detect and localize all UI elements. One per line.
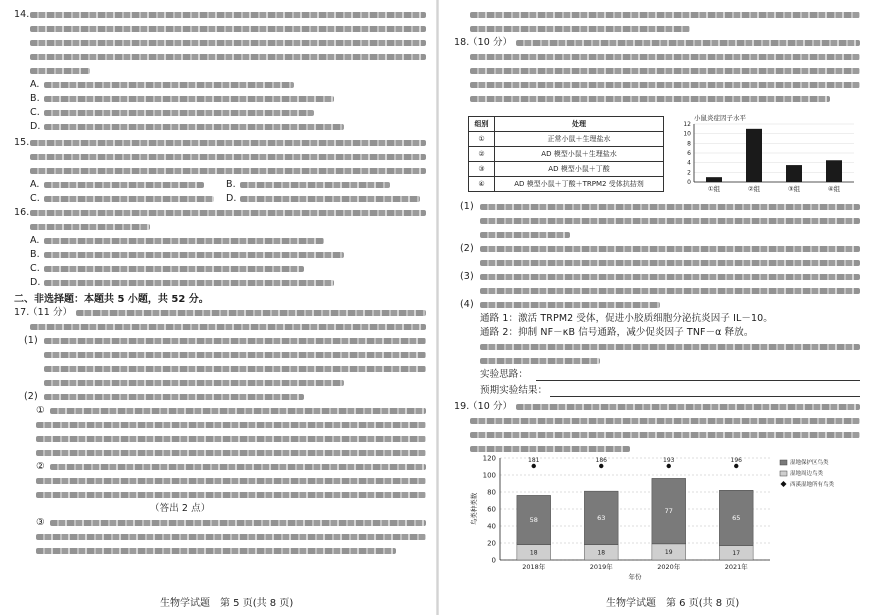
- x-tick-label: ②组: [747, 185, 761, 193]
- q17-part-2-text: [44, 394, 304, 400]
- data-label: 19: [664, 548, 673, 556]
- y-tick-label: 20: [487, 539, 496, 548]
- q17-subpart-2-text: [36, 478, 426, 484]
- q18-part-2-text: [480, 246, 860, 252]
- q17-subpart-1-text: [36, 422, 426, 428]
- x-tick-label: 2019年: [589, 563, 613, 571]
- q15-option-b[interactable]: B.: [226, 179, 236, 190]
- q16-option-c[interactable]: C.: [30, 263, 40, 274]
- q18-stem-line: [470, 54, 860, 60]
- q16-option-d-text: [44, 280, 334, 286]
- q18-pathway-1: 通路 1：激活 TRPM2 受体，促进小胶质细胞分泌抗炎因子 IL－10。: [480, 313, 773, 324]
- q17-subpart-1: ①: [36, 405, 45, 416]
- y-tick-label: 4: [687, 159, 691, 167]
- table-cell-treatment: AD 模型小鼠＋丁酸＋TRPM2 受体抗拮剂: [495, 177, 664, 192]
- data-point: [599, 464, 603, 468]
- q17-part-1-text: [44, 352, 426, 358]
- q16-number: 16.: [14, 207, 30, 218]
- q18-part-2: (2): [460, 243, 474, 254]
- q16-option-d[interactable]: D.: [30, 277, 41, 288]
- y-axis-label: 鸟类种类数: [470, 492, 478, 526]
- q18-part-4-text: [480, 358, 600, 364]
- data-point: [667, 464, 671, 468]
- x-tick-label: ④组: [827, 185, 841, 193]
- q14-option-a-text: [44, 82, 294, 88]
- page-footer: 生物学试题 第 5 页(共 8 页): [160, 598, 294, 609]
- table-header-row: [469, 117, 664, 132]
- q15-option-b-text: [240, 182, 390, 188]
- data-label: 18: [597, 549, 606, 557]
- q17-stem-line: [30, 324, 426, 330]
- data-label: 193: [663, 457, 675, 464]
- q17-part-3-text: [470, 12, 860, 18]
- q17-subpart-1-text: [50, 408, 426, 414]
- q14-option-a[interactable]: A.: [30, 79, 40, 90]
- y-tick-label: 12: [683, 121, 691, 128]
- q14-option-b-text: [44, 96, 334, 102]
- table-cell-group: ④: [469, 177, 495, 192]
- y-tick-label: 40: [487, 522, 496, 531]
- inflammation-bar-chart: [672, 112, 862, 194]
- data-label: 58: [529, 516, 538, 525]
- page-fold: [436, 0, 439, 615]
- data-label: 65: [732, 513, 741, 522]
- table-cell-group: ②: [469, 147, 495, 162]
- q16-option-b-text: [44, 252, 344, 258]
- q18-stem-line: [516, 40, 860, 46]
- table-row: [469, 132, 664, 147]
- data-label: 186: [595, 457, 607, 464]
- q17-subpart-3-text: [50, 520, 426, 526]
- q18-stem-line: [470, 68, 860, 74]
- result-answer-line[interactable]: [550, 396, 860, 397]
- q14-stem-line: [30, 26, 426, 32]
- q19-number: 19.: [454, 401, 470, 412]
- q15-stem-line: [30, 140, 426, 146]
- q18-result-label: 预期实验结果：: [480, 385, 548, 396]
- data-label: 18: [529, 549, 538, 557]
- q15-option-c-text: [44, 196, 214, 202]
- q18-part-3-text: [480, 288, 860, 294]
- data-label: 181: [528, 457, 540, 464]
- table-cell-group: ③: [469, 162, 495, 177]
- q18-part-3-text: [480, 274, 860, 280]
- q18-design-label: 实验思路：: [480, 369, 529, 380]
- data-point: [734, 464, 738, 468]
- y-tick-label: 0: [491, 556, 496, 565]
- q14-option-b[interactable]: B.: [30, 93, 40, 104]
- bar: [826, 160, 842, 182]
- q17-part-1-text: [44, 366, 426, 372]
- x-tick-label: 2018年: [522, 563, 546, 571]
- q18-stem-line: [470, 96, 830, 102]
- section-title: 二、非选择题：本题共 5 小题，共 52 分。: [14, 294, 209, 305]
- q14-number: 14.: [14, 9, 30, 20]
- x-tick-label: ③组: [787, 185, 801, 193]
- q18-number: 18.: [454, 37, 470, 48]
- legend-label: 湿地周边鸟类: [790, 471, 824, 477]
- q16-option-c-text: [44, 266, 304, 272]
- design-answer-line[interactable]: [536, 380, 860, 381]
- x-tick-label: ①组: [707, 185, 721, 193]
- q17-part-3-text: [470, 26, 690, 32]
- q17-subpart-1-text: [36, 436, 426, 442]
- y-tick-label: 100: [482, 471, 496, 480]
- q18-part-4-text: [480, 302, 660, 308]
- q19-stem-line: [470, 418, 860, 424]
- y-tick-label: 8: [687, 140, 691, 148]
- bar: [786, 165, 802, 182]
- x-tick-label: 2020年: [657, 563, 681, 571]
- data-point: [532, 464, 536, 468]
- data-label: 63: [597, 513, 606, 522]
- q14-option-c[interactable]: C.: [30, 107, 40, 118]
- chart-title: 小鼠炎症因子水平: [694, 114, 746, 122]
- q17-part-2: (2): [24, 391, 38, 402]
- right-page: [440, 0, 870, 615]
- q18-pathway-2: 通路 2：抑制 NF－κB 信号通路，减少促炎因子 TNF－α 释放。: [480, 327, 754, 338]
- q15-option-d[interactable]: D.: [226, 193, 237, 204]
- table-cell-group: ①: [469, 132, 495, 147]
- y-tick-label: 120: [482, 454, 496, 463]
- bar: [706, 177, 722, 182]
- q18-part-1-text: [480, 232, 570, 238]
- data-label: 196: [730, 457, 742, 464]
- x-tick-label: 2021年: [724, 563, 748, 571]
- q16-stem-line: [30, 210, 426, 216]
- q17-part-1-text: [44, 380, 344, 386]
- legend-swatch: [780, 471, 787, 476]
- table-header: 处理: [495, 117, 664, 132]
- table-cell-treatment: 正常小鼠＋生理盐水: [495, 132, 664, 147]
- q16-stem-line: [30, 224, 150, 230]
- q17-subpart-2-text: [50, 464, 426, 470]
- q17-subpart-3-text: [36, 548, 396, 554]
- q14-stem-line: [30, 12, 426, 18]
- q17-subpart-3: ③: [36, 517, 45, 528]
- data-label: 17: [732, 549, 741, 557]
- q14-stem-line: [30, 40, 426, 46]
- q15-stem-line: [30, 154, 426, 160]
- q16-option-a-text: [44, 238, 324, 244]
- x-axis-label: 年份: [628, 573, 642, 581]
- q17-scoring-note: （答出 2 点）: [150, 503, 211, 514]
- q19-points: （10 分）: [468, 401, 513, 412]
- table-row: [469, 162, 664, 177]
- q18-part-3: (3): [460, 271, 474, 282]
- q16-option-a[interactable]: A.: [30, 235, 40, 246]
- y-tick-label: 0: [687, 179, 691, 186]
- bird-species-chart: [460, 452, 860, 584]
- legend-swatch: [780, 460, 787, 465]
- table-row: [469, 177, 664, 192]
- q18-part-4: (4): [460, 299, 474, 310]
- q14-option-d-text: [44, 124, 344, 130]
- q18-part-4-text: [480, 344, 860, 350]
- y-tick-label: 60: [487, 505, 496, 514]
- treatment-table: [468, 116, 664, 192]
- legend-swatch: [781, 481, 787, 487]
- data-label: 77: [664, 507, 673, 516]
- y-tick-label: 6: [687, 150, 691, 157]
- bar: [746, 129, 762, 182]
- q17-subpart-2-text: [36, 492, 426, 498]
- q17-part-1-text: [44, 338, 426, 344]
- q17-subpart-1-text: [36, 450, 426, 456]
- q17-number: 17.: [14, 307, 30, 318]
- y-tick-label: 80: [487, 488, 496, 497]
- table-cell-treatment: AD 模型小鼠＋生理盐水: [495, 147, 664, 162]
- q17-part-1: (1): [24, 335, 38, 346]
- q15-option-c[interactable]: C.: [30, 193, 40, 204]
- q18-part-1: (1): [460, 201, 474, 212]
- q19-stem-line: [470, 432, 860, 438]
- q14-option-d[interactable]: D.: [30, 121, 41, 132]
- q15-stem-line: [30, 168, 426, 174]
- q14-option-c-text: [44, 110, 314, 116]
- q16-option-b[interactable]: B.: [30, 249, 40, 260]
- q15-option-d-text: [240, 196, 420, 202]
- page-footer: 生物学试题 第 6 页(共 8 页): [606, 598, 740, 609]
- legend-label: 西溪湿地所有鸟类: [790, 482, 835, 488]
- table-header: 组别: [469, 117, 495, 132]
- q17-subpart-3-text: [36, 534, 426, 540]
- q15-number: 15.: [14, 137, 30, 148]
- q18-part-2-text: [480, 260, 860, 266]
- q14-stem-line: [30, 54, 426, 60]
- y-tick-label: 10: [683, 130, 691, 138]
- q18-stem-line: [470, 82, 860, 88]
- q18-points: （10 分）: [468, 37, 513, 48]
- q19-stem-line: [516, 404, 860, 410]
- y-tick-label: 2: [687, 169, 691, 177]
- q15-option-a-text: [44, 182, 204, 188]
- table-cell-treatment: AD 模型小鼠＋丁酸: [495, 162, 664, 177]
- q17-subpart-2: ②: [36, 461, 45, 472]
- q14-stem-line: [30, 68, 90, 74]
- q15-option-a[interactable]: A.: [30, 179, 40, 190]
- q17-points: （11 分）: [28, 307, 73, 318]
- table-row: [469, 147, 664, 162]
- legend-label: 湿地保护区鸟类: [790, 460, 829, 466]
- q17-stem-line: [76, 310, 426, 316]
- q18-part-1-text: [480, 204, 860, 210]
- q18-part-1-text: [480, 218, 860, 224]
